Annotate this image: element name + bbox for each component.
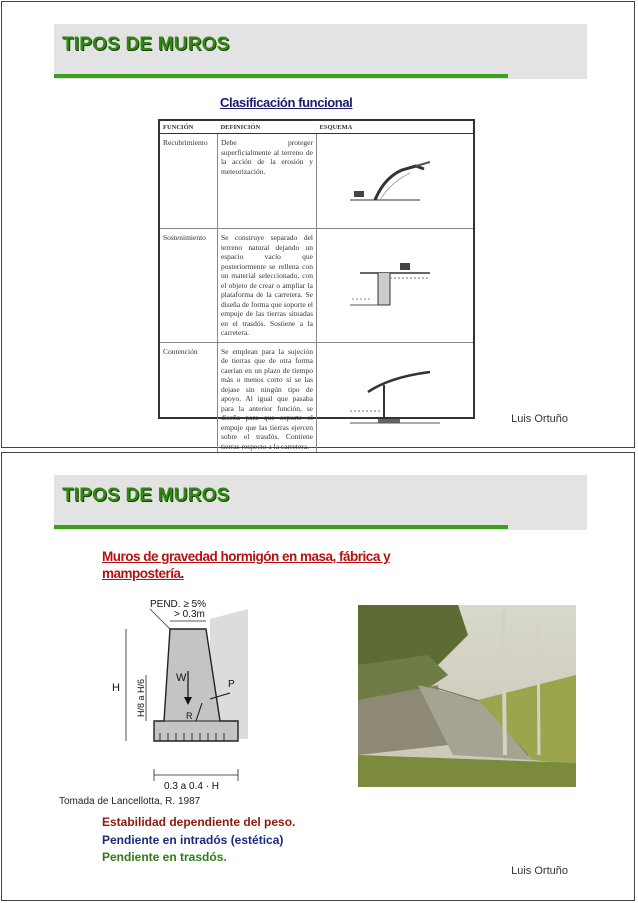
gravity-wall-diagram [98,599,260,797]
table-row [160,229,473,343]
bullet-stability: Estabilidad dependiente del peso. [102,815,296,829]
slope-label: PEND. ≥ 5% [150,599,207,610]
table-row [160,134,473,229]
table-cell-function: Recubrimiento [160,134,217,229]
bullet-intrados-slope: Pendiente en intradós (estética) [102,833,284,847]
slide-subtitle: Clasificación funcional [220,95,353,110]
base-width-label: 0.3 a 0.4 · H [164,781,220,792]
height-label: H [112,682,120,694]
reaction-label: R [186,711,193,721]
table-row [160,342,473,455]
title-band [54,475,587,530]
cover-wall-sketch [320,138,470,222]
heel-height-label: H/8 a H/6 [136,678,146,717]
gravity-wall-photo [358,605,576,787]
table-cell-function: Sostenimiento [160,229,217,343]
slide-title: TIPOS DE MUROS [62,34,230,55]
author: Luis Ortuño [511,413,568,425]
title-underline [54,525,508,529]
table-header: DEFINICIÓN [217,121,316,134]
containment-wall-sketch [320,347,470,441]
subtitle-end: . [180,566,184,581]
table-cell-scheme [317,134,474,229]
weight-label: W [176,672,187,684]
thrust-label: P [228,679,235,690]
slide-2 [1,452,635,901]
table-header: FUNCIÓN [160,121,217,134]
table-cell-function: Contención [160,342,217,455]
top-width-label: > 0.3m [174,609,205,620]
functional-classification-table [158,119,475,451]
title-underline [54,74,508,78]
bullet-trasdos-slope: Pendiente en trasdós. [102,850,227,864]
table-cell-definition: Se construye separado del terreno natural dejando un espacio vacío que posteriormente se rellena con un material seleccionado, con el objeto de crear o ampliar la plataforma de la carretera. Se diseña de forma que soporte el empuje de las tierras situadas en el trasdós. Sostiene a la carretera. [217,229,316,343]
table-cell-scheme [317,229,474,343]
table-cell-scheme [317,342,474,455]
retaining-wall-sketch [320,233,470,327]
table-header-row [160,121,473,134]
title-band [54,24,587,79]
subtitle-main: Muros de gravedad hormigón en masa, fábrica y mampostería [102,549,391,581]
slide-subtitle [102,548,462,582]
figure-caption: Tomada de Lancellotta, R. 1987 [59,796,201,807]
table-cell-definition: Se emplean para la sujeción de tierras que de otra forma caerían en un plazo de tiempo más o menos corto si se las dejase sin ningún tipo de apoyo. Al igual que pasaba para la anterior función, se diseña para que soporte el empuje que las tierras ejercen sobre el trasdós. Contiene tierras respecto a la carretera. [217,342,316,455]
author: Luis Ortuño [511,865,568,877]
slide-1 [1,1,635,451]
table-cell-definition: Debe proteger superficialmente al terreno de la acción de la erosión y meteorización. [217,134,316,229]
slide-title: TIPOS DE MUROS [62,485,230,506]
table-header: ESQUEMA [317,121,474,134]
